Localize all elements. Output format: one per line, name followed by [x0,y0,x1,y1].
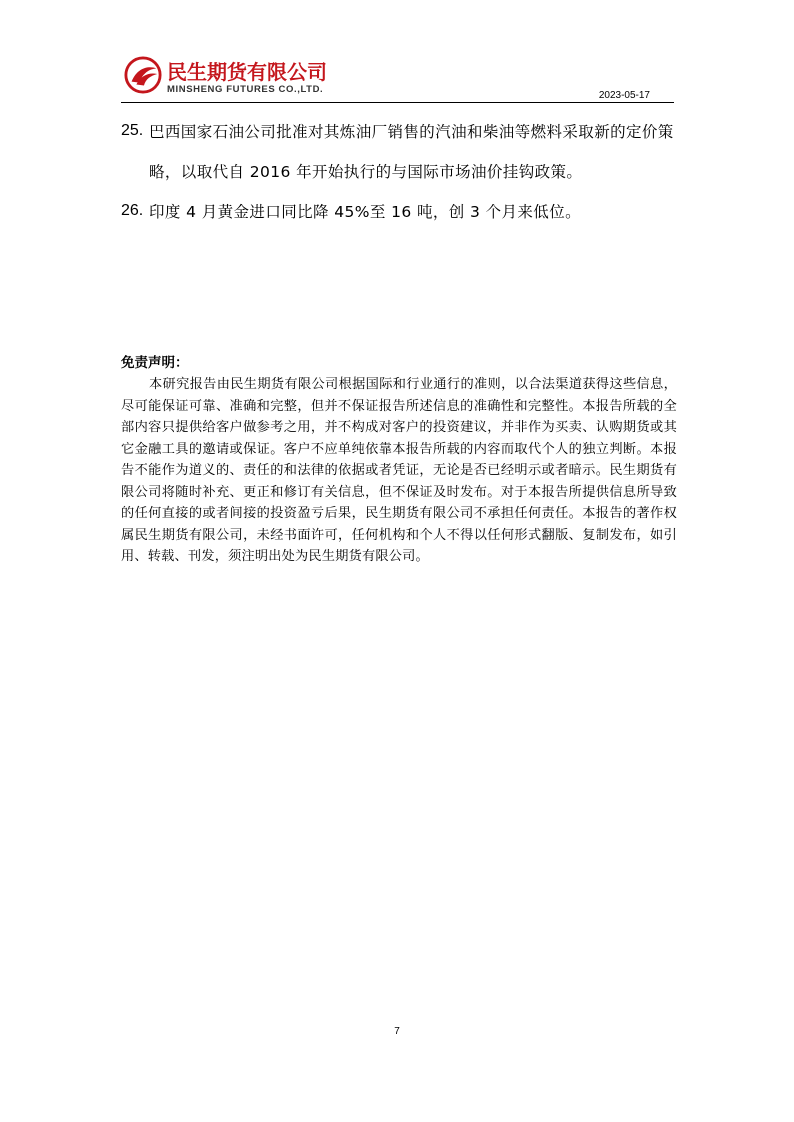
disclaimer-body: 本研究报告由民生期货有限公司根据国际和行业通行的准则，以合法渠道获得这些信息，尽可能保证可靠、准确和完整，但并不保证报告所述信息的准确性和完整性。本报告所载的全部内容只提供给客户做参考之用，并不构成对客户的投资建议，并非作为买卖、认购期货或其它金融工具的邀请或保证。客户不应单纯依靠本报告所载的内容而取代个人的独立判断。本报告不能作为道义的、责任的和法律的依据或者凭证，无论是否已经明示或者暗示。民生期货有限公司将随时补充、更正和修订有关信息，但不保证及时发布。对于本报告所提供信息所导致的任何直接的或者间接的投资盈亏后果，民生期货有限公司不承担任何责任。本报告的著作权属民生期货有限公司，未经书面许可，任何机构和个人不得以任何形式翻版、复制发布，如引用、转载、刊发，须注明出处为民生期货有限公司。 [121,377,677,564]
company-name-cn: 民生期货有限公司 [167,60,327,84]
news-item-text: 印度 4 月黄金进口同比降 45%至 16 吨，创 3 个月来低位。 [149,203,581,221]
news-item-text: 巴西国家石油公司批准对其炼油厂销售的汽油和柴油等燃料采取新的定价策略，以取代自 2016 年开始执行的与国际市场油价挂钩政策。 [149,123,674,181]
page-number: 7 [394,1026,400,1037]
news-item [121,192,677,232]
company-logo-icon [124,56,162,94]
company-name-en: MINSHENG FUTURES CO.,LTD. [167,84,324,95]
page-header [121,52,674,103]
news-list [121,112,677,232]
news-item-number: 25. [121,122,144,139]
news-item-number: 26. [121,202,144,219]
disclaimer-section [121,352,677,568]
news-item [121,112,677,192]
report-date: 2023-05-17 [598,90,650,101]
disclaimer-title: 免责声明： [121,355,189,371]
